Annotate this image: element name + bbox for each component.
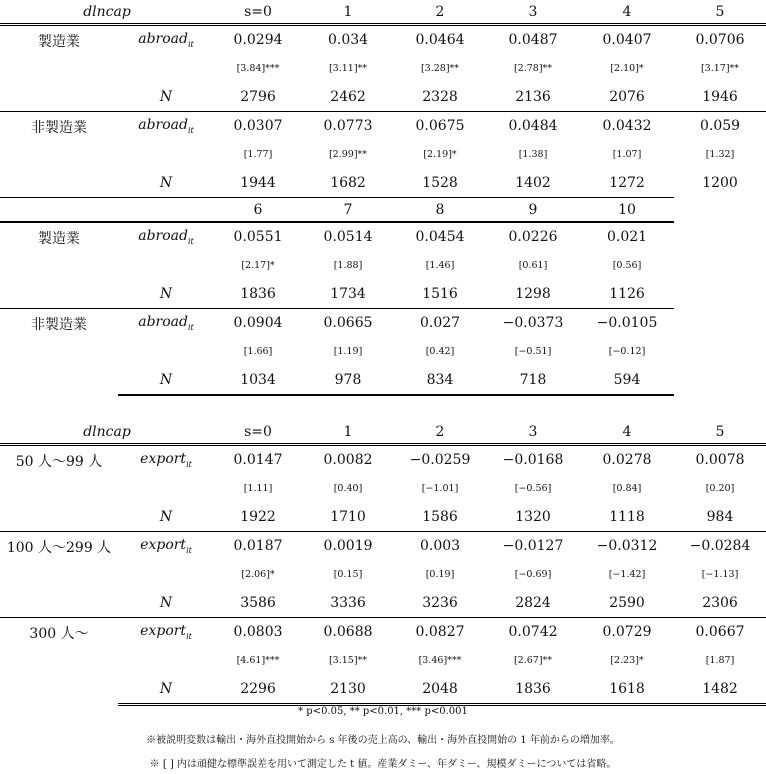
observations-cell: 2296 bbox=[214, 674, 302, 705]
observations-cell: 1516 bbox=[422, 285, 458, 302]
t-value-cell: [1.07] bbox=[612, 148, 642, 160]
t-value-cell: [−1.01] bbox=[421, 482, 459, 494]
observations-cell: 1836 bbox=[486, 674, 580, 705]
t-value-cell: [0.42] bbox=[425, 345, 455, 357]
coefficient-row bbox=[0, 112, 766, 141]
regressor-name: export bbox=[140, 537, 187, 554]
column-header-2: 2 bbox=[394, 0, 486, 25]
coefficient-cell: 0.0675 bbox=[394, 112, 486, 141]
coefficient-row bbox=[0, 532, 766, 561]
coefficient-cell: −0.0373 bbox=[486, 309, 580, 338]
regressor-name: export bbox=[140, 451, 187, 468]
coefficient-cell: −0.0284 bbox=[674, 532, 766, 561]
observations-cell: 1528 bbox=[422, 174, 458, 191]
observations-cell: 2306 bbox=[702, 594, 738, 611]
regressor-label bbox=[118, 532, 214, 561]
coefficient-cell: 0.0019 bbox=[302, 532, 394, 561]
observations-cell: 1682 bbox=[330, 174, 366, 191]
observations-cell: 1586 bbox=[422, 508, 458, 525]
t-value-cell: [1.46] bbox=[425, 259, 455, 271]
empty-cell bbox=[674, 251, 766, 279]
coefficient-cell: 0.0729 bbox=[580, 618, 674, 647]
n-label: N bbox=[159, 594, 173, 611]
coefficient-cell: 0.0803 bbox=[214, 618, 302, 647]
note-t-values: ※ [ ] 内は頑健な標準誤差を用いて測定した t 値。産業ダミー、年ダミー、規模ダミーについては省略。 bbox=[149, 759, 617, 770]
n-label: N bbox=[159, 88, 173, 105]
column-header-2: 8 bbox=[394, 198, 486, 223]
t-value-cell: [−0.12] bbox=[608, 345, 646, 357]
observations-cell: 2130 bbox=[302, 674, 394, 705]
t-value-cell: [4.61]*** bbox=[236, 654, 280, 666]
regressor-subscript: it bbox=[187, 236, 194, 246]
observations-cell: 2824 bbox=[515, 594, 551, 611]
regressor-label bbox=[118, 222, 214, 251]
empty-cell bbox=[118, 560, 214, 588]
column-header-2: 2 bbox=[394, 420, 486, 445]
t-value-cell: [2.99]** bbox=[328, 148, 368, 160]
coefficient-cell: 0.0407 bbox=[602, 32, 652, 48]
t-value-cell: [0.15] bbox=[333, 568, 363, 580]
group-label: 300 人～ bbox=[0, 618, 118, 705]
t-value-cell: [3.46]*** bbox=[418, 654, 462, 666]
empty-cell bbox=[118, 251, 214, 279]
coefficient-cell: 0.0147 bbox=[233, 452, 283, 468]
t-value-cell: [0.84] bbox=[612, 482, 642, 494]
coefficient-row bbox=[0, 618, 766, 647]
regressor-subscript: it bbox=[186, 459, 192, 469]
t-value-cell: [1.77] bbox=[243, 148, 273, 160]
regressor-label bbox=[118, 25, 214, 55]
empty-cell bbox=[674, 309, 766, 338]
n-label: N bbox=[159, 508, 173, 525]
t-value-cell: [0.19] bbox=[425, 568, 455, 580]
coefficient-cell: 0.0464 bbox=[415, 32, 465, 48]
coefficient-cell: 0.0827 bbox=[394, 618, 486, 647]
observations-cell: 1836 bbox=[240, 285, 276, 302]
coefficient-cell: 0.0307 bbox=[214, 112, 302, 141]
empty-cell bbox=[674, 222, 766, 251]
observations-cell: 1272 bbox=[609, 174, 645, 191]
t-value-cell: [−0.69] bbox=[514, 568, 552, 580]
header-row bbox=[0, 0, 766, 25]
coefficient-cell: 0.027 bbox=[394, 309, 486, 338]
observations-cell: 834 bbox=[394, 365, 486, 395]
t-value-cell: [2.10]* bbox=[610, 62, 644, 74]
group-label: 50 人～99 人 bbox=[15, 454, 103, 470]
observations-cell: 978 bbox=[302, 365, 394, 395]
t-value-cell: [1.88] bbox=[333, 259, 363, 271]
empty-cell bbox=[118, 140, 214, 168]
column-header-5: 5 bbox=[674, 0, 766, 25]
observations-cell: 2048 bbox=[394, 674, 486, 705]
empty-cell bbox=[118, 474, 214, 502]
observations-cell: 2076 bbox=[609, 88, 645, 105]
empty-cell bbox=[674, 365, 766, 395]
t-value-cell: [−1.13] bbox=[701, 568, 739, 580]
group-label: 非製造業 bbox=[0, 309, 118, 396]
empty-cell bbox=[118, 54, 214, 82]
observations-cell: 2136 bbox=[515, 88, 551, 105]
t-value-cell: [0.20] bbox=[705, 482, 735, 494]
coefficient-cell: 0.0551 bbox=[233, 229, 283, 245]
observations-cell: 1618 bbox=[580, 674, 674, 705]
observations-cell: 1922 bbox=[240, 508, 276, 525]
note-dependent-variable: ※被説明変数は輸出・海外直投開始から s 年後の売上高の、輸出・海外直投開始の 1 年前からの増加率。 bbox=[146, 735, 620, 746]
t-value-cell: [1.11] bbox=[243, 482, 273, 494]
t-value-cell: [−0.51] bbox=[514, 345, 552, 357]
column-header-5: 5 bbox=[674, 420, 766, 445]
coefficient-cell: 0.0773 bbox=[302, 112, 394, 141]
column-header-0: 6 bbox=[214, 198, 302, 223]
t-value-cell: [2.19]* bbox=[423, 148, 457, 160]
coefficient-cell: 0.0294 bbox=[233, 32, 283, 48]
coefficient-cell: 0.0484 bbox=[486, 112, 580, 141]
n-label: N bbox=[159, 285, 173, 302]
column-header-4: 4 bbox=[580, 0, 674, 25]
coefficient-cell: 0.0082 bbox=[323, 452, 373, 468]
empty-cell bbox=[674, 337, 766, 365]
observations-cell: 2462 bbox=[330, 88, 366, 105]
coefficient-cell: −0.0127 bbox=[486, 532, 580, 561]
coefficient-cell: 0.0665 bbox=[302, 309, 394, 338]
t-value-cell: [−0.56] bbox=[514, 482, 552, 494]
coefficient-row bbox=[0, 445, 766, 475]
coefficient-cell: 0.0078 bbox=[695, 452, 745, 468]
coefficient-cell: 0.0454 bbox=[415, 229, 465, 245]
regressor-name: export bbox=[140, 623, 187, 640]
t-value-cell: [1.38] bbox=[518, 148, 548, 160]
observations-cell: 1710 bbox=[330, 508, 366, 525]
regression-table-export bbox=[0, 420, 766, 706]
empty-cell bbox=[118, 337, 214, 365]
regressor-subscript: it bbox=[187, 39, 194, 49]
t-value-cell: [3.11]** bbox=[328, 62, 368, 74]
coefficient-cell: 0.0487 bbox=[508, 32, 558, 48]
dependent-variable-label: dlncap bbox=[0, 0, 214, 25]
column-header-3: 9 bbox=[486, 198, 580, 223]
empty-cell bbox=[674, 279, 766, 309]
regressor-name: abroad bbox=[138, 228, 188, 245]
coefficient-cell: −0.0259 bbox=[409, 452, 471, 468]
coefficient-cell: 0.021 bbox=[606, 229, 648, 245]
t-value-cell: [3.17]** bbox=[700, 62, 740, 74]
regressor-name: abroad bbox=[138, 117, 188, 134]
t-value-cell: [0.56] bbox=[612, 259, 642, 271]
column-header-4: 10 bbox=[580, 198, 674, 223]
regressor-label bbox=[118, 618, 214, 647]
header-row bbox=[0, 420, 766, 445]
group-label: 製造業 bbox=[38, 34, 80, 50]
observations-cell: 2328 bbox=[422, 88, 458, 105]
regressor-subscript: it bbox=[187, 322, 194, 332]
dependent-variable-label: dlncap bbox=[0, 420, 214, 445]
observations-cell: 3336 bbox=[330, 594, 366, 611]
observations-cell: 1126 bbox=[609, 285, 645, 302]
coefficient-cell: 0.0432 bbox=[580, 112, 674, 141]
observations-cell: 1482 bbox=[674, 674, 766, 705]
column-header-4: 4 bbox=[580, 420, 674, 445]
coefficient-cell: −0.0312 bbox=[580, 532, 674, 561]
coefficient-cell: −0.0168 bbox=[502, 452, 564, 468]
regressor-subscript: it bbox=[186, 545, 192, 555]
regressor-subscript: it bbox=[187, 125, 194, 135]
observations-cell: 1402 bbox=[515, 174, 551, 191]
n-label: N bbox=[159, 174, 173, 191]
n-label: N bbox=[118, 365, 214, 395]
regressor-subscript: it bbox=[186, 631, 192, 641]
coefficient-cell: 0.0904 bbox=[214, 309, 302, 338]
column-header-3: 3 bbox=[486, 0, 580, 25]
coefficient-cell: 0.0688 bbox=[302, 618, 394, 647]
group-label: 製造業 bbox=[38, 231, 80, 247]
observations-cell: 1944 bbox=[240, 174, 276, 191]
t-value-cell: [2.17]* bbox=[241, 259, 275, 271]
observations-cell: 1298 bbox=[515, 285, 551, 302]
t-value-cell: [3.28]** bbox=[420, 62, 460, 74]
column-header-1: 1 bbox=[302, 420, 394, 445]
coefficient-cell: 0.0187 bbox=[214, 532, 302, 561]
coefficient-cell: 0.0514 bbox=[323, 229, 373, 245]
regressor-label bbox=[118, 309, 214, 338]
regressor-name: abroad bbox=[138, 314, 188, 331]
coefficient-cell: 0.034 bbox=[327, 32, 369, 48]
t-value-cell: [1.32] bbox=[705, 148, 735, 160]
t-value-cell: [2.67]** bbox=[513, 654, 553, 666]
t-value-cell: [0.61] bbox=[518, 259, 548, 271]
empty-cell bbox=[0, 198, 214, 223]
observations-cell: 1118 bbox=[609, 508, 645, 525]
observations-cell: 594 bbox=[580, 365, 674, 395]
column-header-0: s=0 bbox=[214, 0, 302, 25]
observations-cell: 984 bbox=[706, 508, 734, 525]
observations-cell: 2590 bbox=[609, 594, 645, 611]
coefficient-row bbox=[0, 25, 766, 55]
column-header-3: 3 bbox=[486, 420, 580, 445]
observations-cell: 2796 bbox=[240, 88, 276, 105]
observations-cell: 1734 bbox=[330, 285, 366, 302]
t-value-cell: [2.23]* bbox=[610, 654, 644, 666]
regressor-label bbox=[118, 112, 214, 141]
t-value-cell: [0.40] bbox=[333, 482, 363, 494]
t-value-cell: [1.66] bbox=[243, 345, 273, 357]
coefficient-row bbox=[0, 222, 766, 251]
empty-cell bbox=[118, 646, 214, 674]
header-row bbox=[0, 198, 766, 223]
column-header-1: 1 bbox=[302, 0, 394, 25]
coefficient-row bbox=[0, 309, 766, 338]
empty-cell bbox=[674, 198, 766, 223]
coefficient-cell: 0.0667 bbox=[674, 618, 766, 647]
observations-cell: 3236 bbox=[422, 594, 458, 611]
coefficient-cell: 0.0706 bbox=[695, 32, 745, 48]
observations-cell: 3586 bbox=[240, 594, 276, 611]
t-value-cell: [1.87] bbox=[705, 654, 735, 666]
coefficient-cell: 0.0278 bbox=[602, 452, 652, 468]
regressor-label bbox=[118, 445, 214, 475]
n-label: N bbox=[118, 674, 214, 705]
observations-cell: 1320 bbox=[515, 508, 551, 525]
observations-cell: 1200 bbox=[702, 174, 738, 191]
coefficient-cell: 0.003 bbox=[394, 532, 486, 561]
column-header-1: 7 bbox=[302, 198, 394, 223]
t-value-cell: [3.15]** bbox=[328, 654, 368, 666]
t-value-cell: [−1.42] bbox=[608, 568, 646, 580]
coefficient-cell: 0.0742 bbox=[486, 618, 580, 647]
regressor-name: abroad bbox=[138, 31, 188, 48]
coefficient-cell: −0.0105 bbox=[580, 309, 674, 338]
t-value-cell: [1.19] bbox=[333, 345, 363, 357]
significance-note: * p<0.05, ** p<0.01, *** p<0.001 bbox=[298, 706, 468, 717]
observations-cell: 1034 bbox=[214, 365, 302, 395]
observations-cell: 718 bbox=[486, 365, 580, 395]
group-label: 100 人～299 人 bbox=[0, 532, 118, 618]
coefficient-cell: 0.0226 bbox=[508, 229, 558, 245]
t-value-cell: [3.84]*** bbox=[236, 62, 280, 74]
column-header-0: s=0 bbox=[214, 420, 302, 445]
t-value-cell: [2.78]** bbox=[513, 62, 553, 74]
observations-cell: 1946 bbox=[702, 88, 738, 105]
t-value-cell: [2.06]* bbox=[241, 568, 275, 580]
coefficient-cell: 0.059 bbox=[674, 112, 766, 141]
group-label: 非製造業 bbox=[0, 112, 118, 198]
